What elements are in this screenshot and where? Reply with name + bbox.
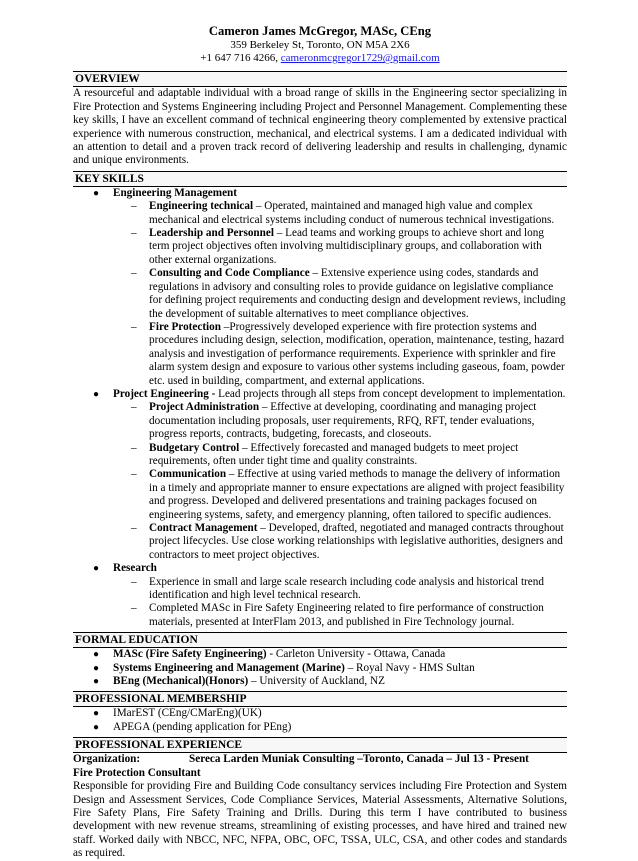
- sub-skill-list: [113, 576, 567, 630]
- skill-project-engineering: [73, 388, 567, 562]
- degree: MASc (Fire Safety Engineering): [113, 648, 267, 661]
- bullet-icon: ●: [93, 388, 100, 400]
- sub-skill-body: – Operated, maintained and managed high value and complex mechanical and electrical systems including conduct of numerous technical investigations.: [149, 200, 555, 226]
- sub-skill-head: Project Administration: [149, 401, 260, 414]
- sub-skill-item: [113, 522, 567, 562]
- organization-row: [73, 753, 567, 766]
- sub-skill-item: [113, 401, 567, 441]
- skill-label: Research: [113, 562, 157, 575]
- sub-skill-head: Engineering technical: [149, 200, 254, 213]
- dash-icon: –: [131, 602, 137, 615]
- key-skills-list: [73, 187, 567, 629]
- sub-skill-body: Experience in small and large scale research including code analysis and historical trend identification and high level technical research.: [149, 575, 544, 602]
- sub-skill-body: – Effective at developing, coordinating and managing project documentation including proposals, user requirements, RFQ, RFT, tender evaluations, progress reports, contracts, budgeting, forecasts, and closeouts.: [149, 401, 537, 441]
- institution: – Royal Navy - HMS Sultan: [344, 661, 475, 674]
- sub-skill-head: Leadership and Personnel: [149, 227, 274, 240]
- sub-skill-head: Consulting and Code Compliance: [149, 267, 310, 280]
- overview-text: A resourceful and adaptable individual with a broad range of skills in the Engineering sector specializing in Fire Protection and Systems Engineering including Project and Personnel Management. Complementing these key skills, I have an excellent command of technical engineering theory complemented by extensive practical experience with numerous construction, mechanical, and electrical systems. I am a dedicated individual with an attention to detail and a proven track record of delivering leadership and results in challenging, dynamic and unique environments.: [73, 87, 567, 167]
- sub-skill-item: [113, 442, 567, 469]
- membership-text: IMarEST (CEng/CMarEng)(UK): [113, 707, 262, 720]
- experience-heading: PROFESSIONAL EXPERIENCE: [73, 737, 567, 753]
- candidate-name: Cameron James McGregor, MASc, CEng: [208, 24, 432, 38]
- education-item: [73, 675, 567, 688]
- address: 359 Berkeley St, Toronto, ON M5A 2X6: [230, 39, 410, 51]
- bullet-icon: ●: [93, 708, 100, 720]
- sub-skill-body: –Progressively developed experience with fire protection systems and procedures including design, selection, modification, operation, maintenance, testing, hazard analysis and investigation of performance requirements. Experience with sprinkler and fire alarm system design and exposure to various other systems including gaseous, foam, powder etc. used in building, compartment, and external applications.: [149, 320, 565, 387]
- sub-skill-head: Communication: [149, 468, 227, 481]
- education-item: [73, 648, 567, 661]
- education-heading: FORMAL EDUCATION: [73, 632, 567, 648]
- bullet-icon: ●: [93, 649, 100, 661]
- overview-heading: OVERVIEW: [73, 71, 567, 87]
- membership-item: [73, 707, 567, 720]
- sub-skill-head: Fire Protection: [149, 320, 221, 333]
- bullet-icon: ●: [93, 662, 100, 674]
- sub-skill-body: – Effectively forecasted and managed budgets to meet project requirements, often under tight time and quality constraints.: [149, 441, 519, 467]
- institution: - Carleton University - Ottawa, Canada: [266, 648, 446, 661]
- skill-engineering-management: [73, 187, 567, 388]
- dash-icon: –: [131, 575, 137, 588]
- sub-skill-item: [113, 200, 567, 227]
- sub-skill-body: Completed MASc in Fire Safety Engineering related to fire performance of construction materials, presented at InterFlam 2013, and published in Fire Technology journal.: [149, 602, 544, 628]
- key-skills-heading: KEY SKILLS: [73, 171, 567, 187]
- dash-icon: –: [131, 320, 137, 333]
- dash-icon: –: [131, 401, 137, 414]
- role-text: Fire Protection Consultant: [73, 766, 201, 779]
- resume-header: [73, 24, 567, 65]
- role-title: [73, 767, 567, 780]
- degree: Systems Engineering and Management (Marine): [113, 661, 345, 674]
- dash-icon: –: [131, 441, 137, 454]
- sub-skill-item: [113, 321, 567, 388]
- dash-icon: –: [131, 227, 137, 240]
- membership-text: APEGA (pending application for PEng): [113, 720, 292, 733]
- email-link[interactable]: cameronmcgregor1729@gmail.com: [280, 52, 440, 65]
- contact-line: [73, 52, 567, 65]
- institution: – University of Auckland, NZ: [248, 675, 385, 688]
- bullet-icon: ●: [93, 676, 100, 688]
- sub-skill-item: [113, 602, 567, 629]
- skill-label: Project Engineering -: [113, 387, 216, 400]
- sub-skill-item: [113, 468, 567, 522]
- sub-skill-body: – Effective at using varied methods to manage the delivery of information in a timely and appropriate manner to ensure expectations are aligned with project feasibility and progress. Developed and delivered presentations and training packages focused on engineering systems, safety, and emergency planning, often tailored to specific audiences.: [149, 468, 565, 521]
- membership-heading: PROFESSIONAL MEMBERSHIP: [73, 691, 567, 707]
- bullet-icon: ●: [93, 563, 100, 575]
- sub-skill-list: [113, 200, 567, 388]
- phone: +1 647 716 4266,: [200, 52, 281, 65]
- bullet-icon: ●: [93, 187, 100, 199]
- dash-icon: –: [131, 522, 137, 534]
- skill-label: Engineering Management: [113, 186, 237, 199]
- sub-skill-body: – Extensive experience using codes, standards and regulations in advisory and consulting roles to provide guidance on legislative compliance for defining project requirements and conducting design and development reviews, including the development of suitable alternatives to meet compliance objectives.: [149, 267, 566, 320]
- sub-skill-list: [113, 401, 567, 562]
- experience-text: Responsible for providing Fire and Building Code consultancy services including Fire Protection and System Design and Assessment Services, Code Compliance Services, Material Assessments, Alternative Solutions, Fire Safety Plans, Fire Safety Training and Drills. During this term I have contributed to business development with new revenue streams, streamlining of existing processes, and have hired and trained new staff. Worked daily with NBCC, NFC, NFPA, OBC, OFC, TSSA, ULC, CSA, and other codes and standards as required.: [73, 780, 567, 860]
- sub-skill-head: Contract Management: [149, 522, 258, 534]
- degree: BEng (Mechanical)(Honors): [113, 675, 249, 688]
- organization-label: Organization:: [73, 753, 141, 766]
- dash-icon: –: [131, 200, 137, 213]
- education-list: [73, 648, 567, 688]
- membership-list: [73, 707, 567, 734]
- bullet-icon: ●: [93, 721, 100, 733]
- sub-skill-body: – Developed, drafted, negotiated and managed contracts throughout project lifecycles. Use close working relationships with legislative authorities, designers and contractors to meet project objectives.: [149, 522, 564, 561]
- sub-skill-item: [113, 267, 567, 321]
- education-item: [73, 662, 567, 675]
- dash-icon: –: [131, 468, 137, 481]
- skill-text: Lead projects through all steps from concept development to implementation.: [215, 387, 566, 400]
- sub-skill-body: – Lead teams and working groups to achieve short and long term project objectives often involving multidisciplinary groups, and collaboration with other external organizations.: [149, 227, 544, 266]
- sub-skill-item: [113, 576, 567, 603]
- skill-research: [73, 562, 567, 629]
- membership-item: [73, 721, 567, 734]
- sub-skill-head: Budgetary Control: [149, 441, 240, 454]
- sub-skill-item: [113, 227, 567, 267]
- organization-name: Sereca Larden Muniak Consulting –Toronto, Canada – Jul 13 - Present: [189, 753, 529, 766]
- resume-page: [73, 24, 567, 861]
- dash-icon: –: [131, 267, 137, 280]
